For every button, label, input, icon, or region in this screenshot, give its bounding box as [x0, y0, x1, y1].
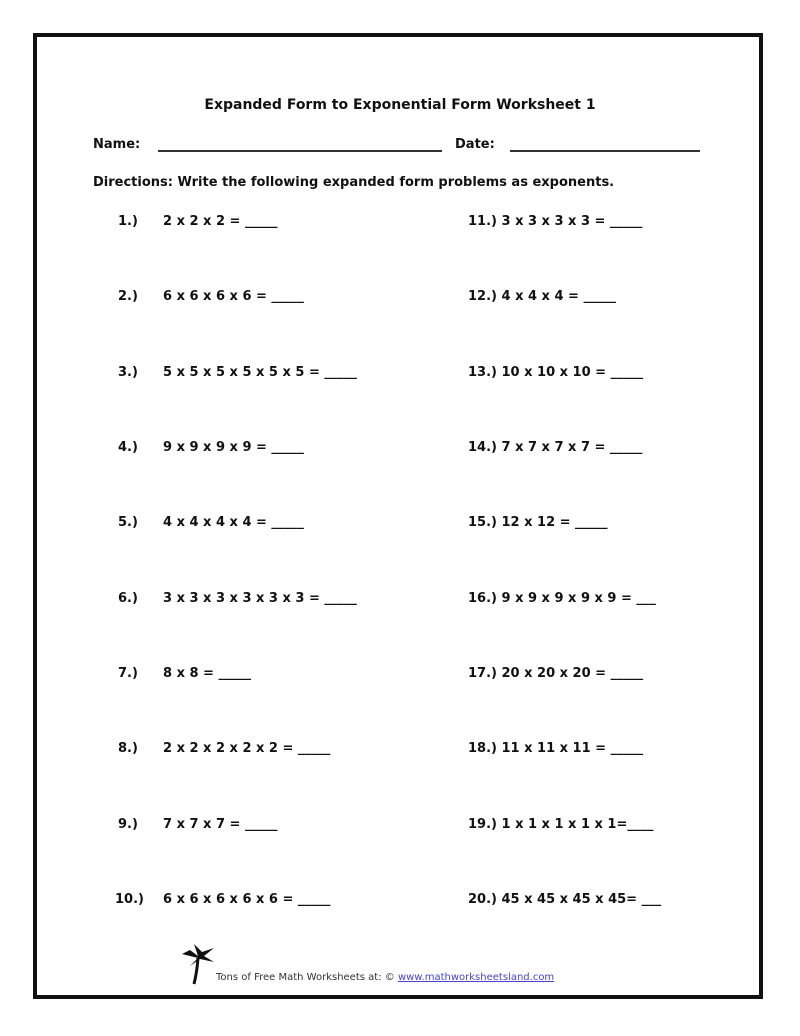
name-label: Name: — [93, 137, 141, 152]
directions: Directions: Write the following expanded form problems as exponents. — [93, 175, 615, 190]
worksheet-title: Expanded Form to Exponential Form Worksheet 1 — [204, 97, 596, 113]
problem: 16.) 9 x 9 x 9 x 9 x 9 = ___ — [468, 591, 656, 606]
problem: 7 x 7 x 7 = _____ — [163, 817, 278, 832]
problem-number: 1.) — [118, 214, 138, 229]
problem-number: 3.) — [118, 365, 138, 380]
problem: 17.) 20 x 20 x 20 = _____ — [468, 666, 644, 681]
problem: 11.) 3 x 3 x 3 x 3 = _____ — [468, 214, 643, 229]
problem: 14.) 7 x 7 x 7 x 7 = _____ — [468, 440, 643, 455]
problem: 6 x 6 x 6 x 6 = _____ — [163, 289, 304, 304]
date-field[interactable] — [510, 150, 700, 152]
problem: 2 x 2 x 2 = _____ — [163, 214, 278, 229]
palm-tree-icon — [180, 944, 216, 986]
problem: 3 x 3 x 3 x 3 x 3 x 3 = _____ — [163, 591, 357, 606]
problem: 6 x 6 x 6 x 6 x 6 = _____ — [163, 892, 331, 907]
problem-number: 10.) — [115, 892, 144, 907]
problem-number: 4.) — [118, 440, 138, 455]
problem: 15.) 12 x 12 = _____ — [468, 515, 608, 530]
footer-text: Tons of Free Math Worksheets at: © — [216, 972, 398, 983]
problem: 13.) 10 x 10 x 10 = _____ — [468, 365, 644, 380]
problem: 2 x 2 x 2 x 2 x 2 = _____ — [163, 741, 331, 756]
problem-number: 9.) — [118, 817, 138, 832]
problem: 12.) 4 x 4 x 4 = _____ — [468, 289, 616, 304]
footer — [216, 972, 554, 983]
problem-number: 8.) — [118, 741, 138, 756]
problem: 19.) 1 x 1 x 1 x 1 x 1=____ — [468, 817, 654, 832]
problem: 20.) 45 x 45 x 45 x 45= ___ — [468, 892, 662, 907]
problem-number: 2.) — [118, 289, 138, 304]
problem: 9 x 9 x 9 x 9 = _____ — [163, 440, 304, 455]
footer-link[interactable]: www.mathworksheetsland.com — [397, 972, 555, 983]
problem-number: 6.) — [118, 591, 138, 606]
problem-number: 7.) — [118, 666, 138, 681]
problem: 8 x 8 = _____ — [163, 666, 251, 681]
date-label: Date: — [455, 137, 495, 152]
name-field[interactable] — [158, 150, 442, 152]
problem: 18.) 11 x 11 x 11 = _____ — [468, 741, 644, 756]
problem: 5 x 5 x 5 x 5 x 5 x 5 = _____ — [163, 365, 357, 380]
problem: 4 x 4 x 4 x 4 = _____ — [163, 515, 304, 530]
problem-number: 5.) — [118, 515, 138, 530]
